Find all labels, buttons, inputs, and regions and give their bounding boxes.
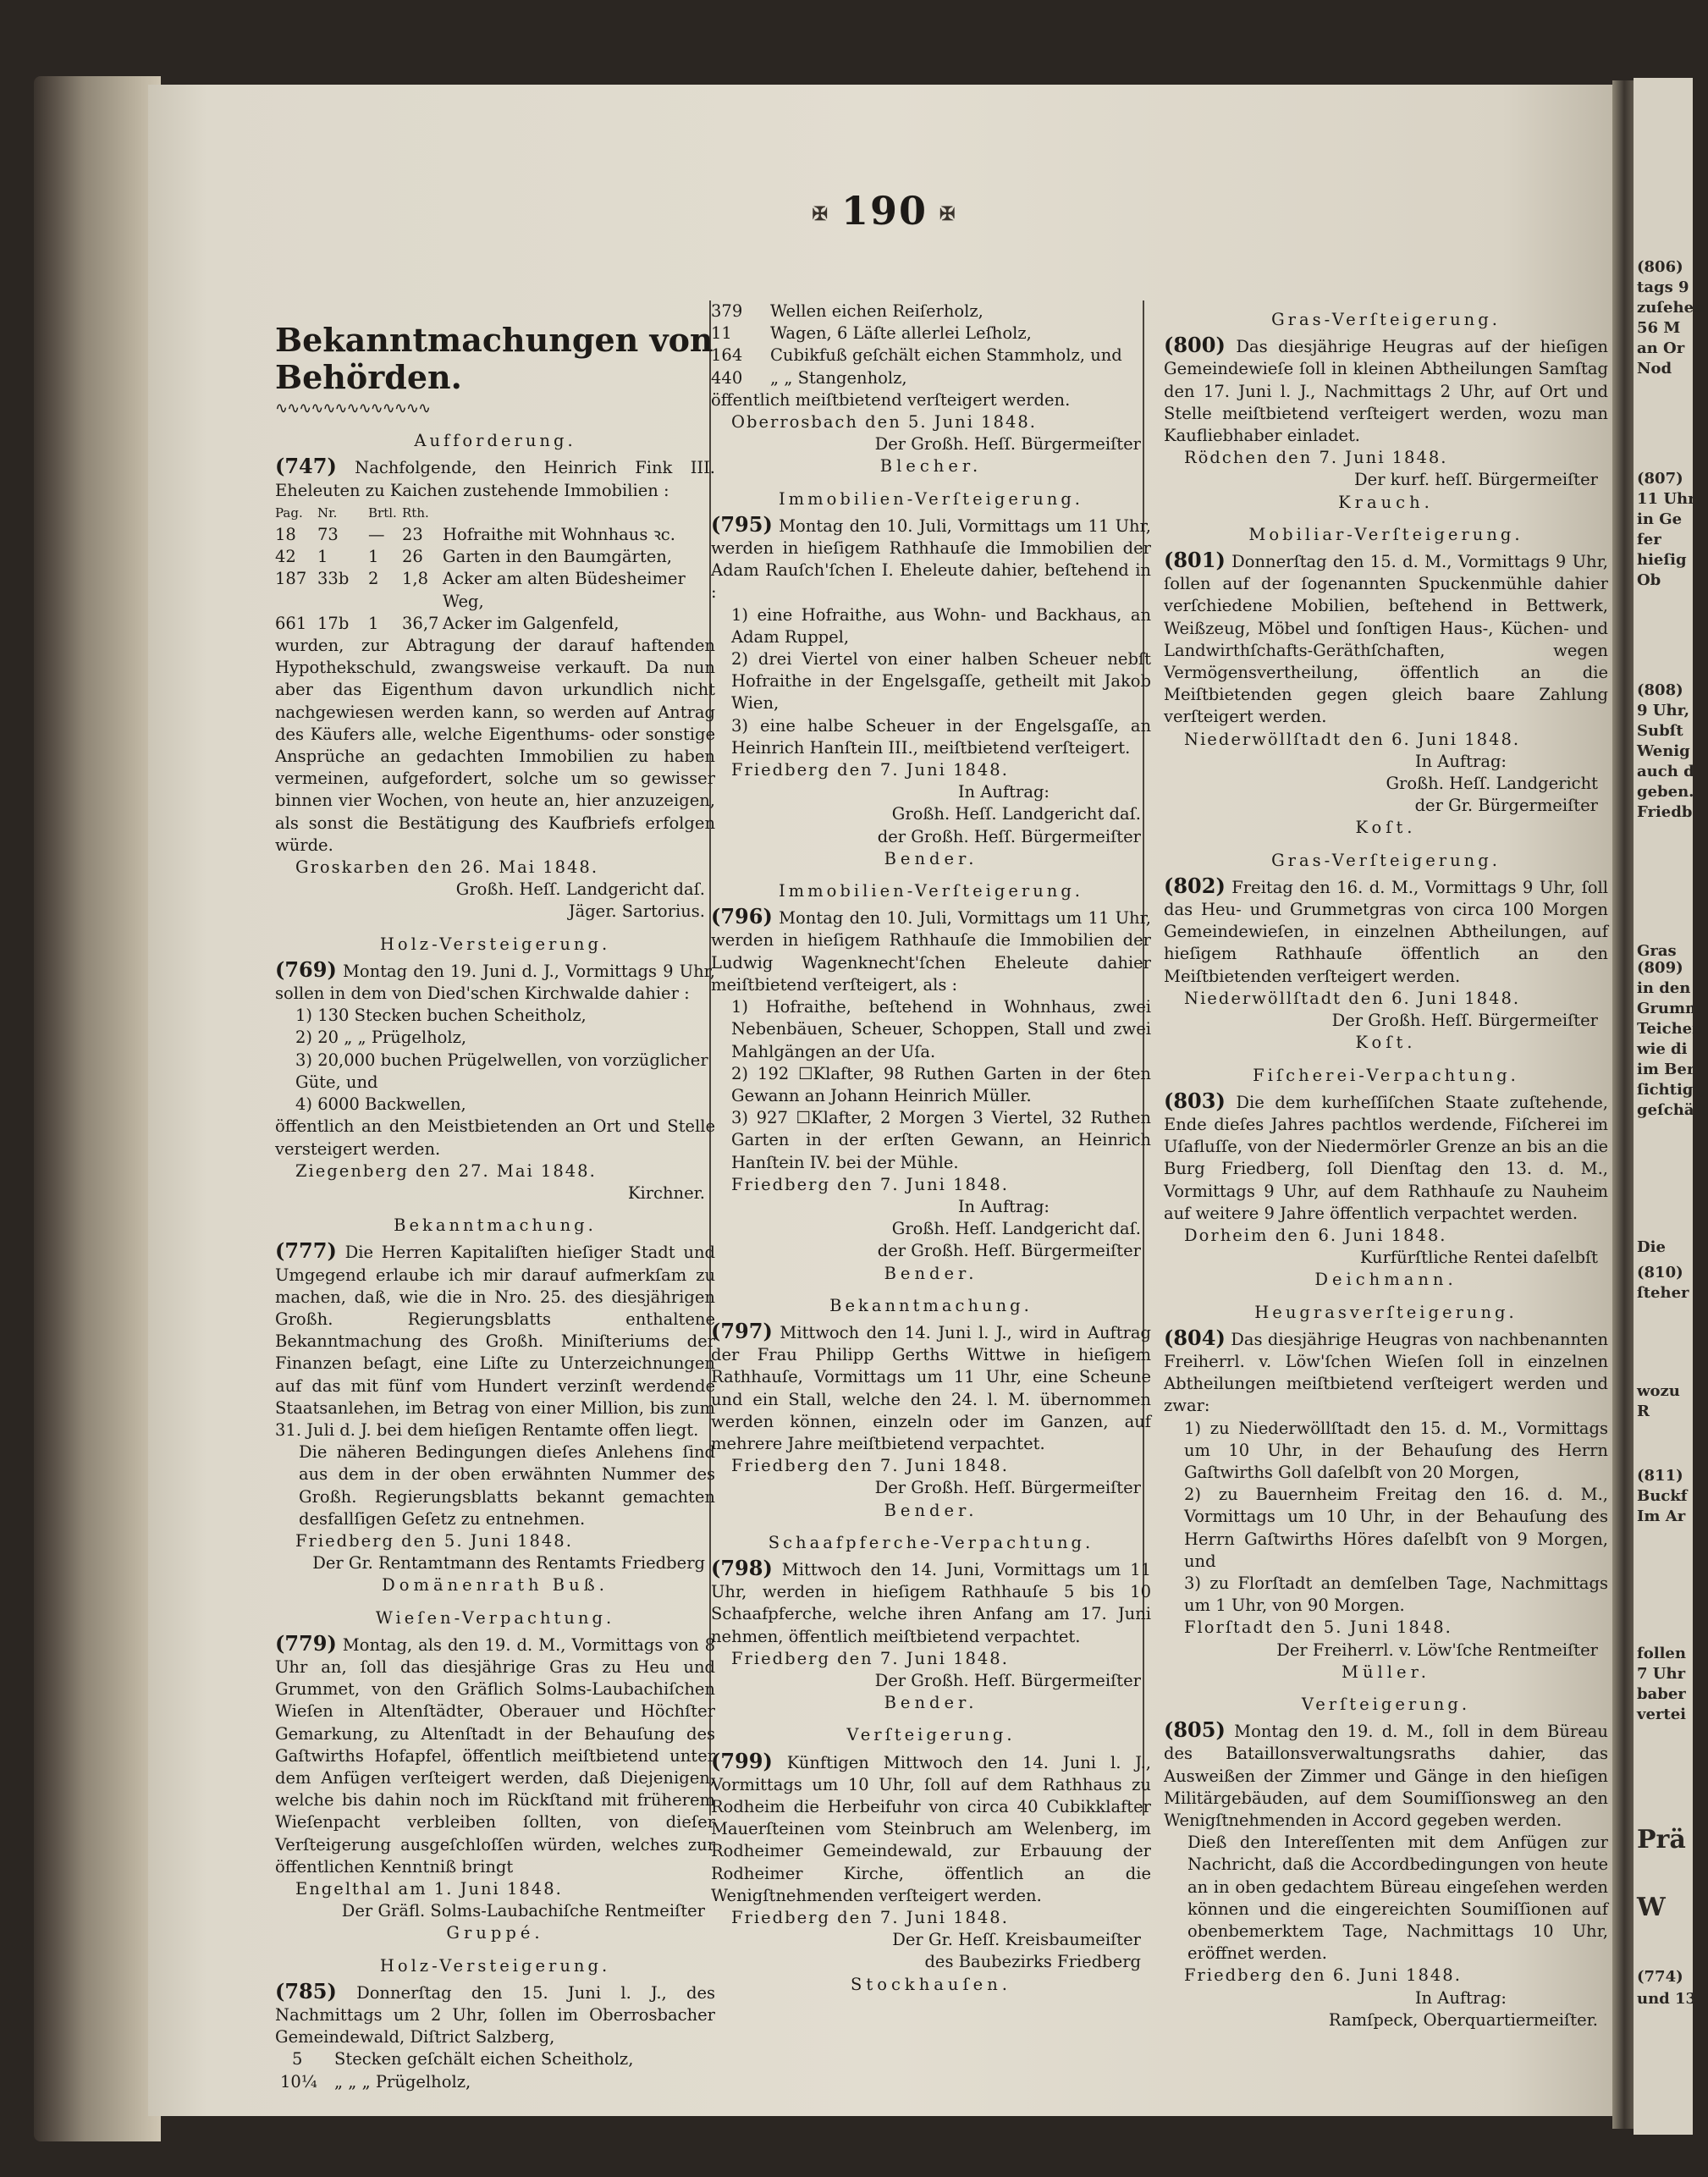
next-page-fragment: wie di — [1637, 1040, 1688, 1058]
next-page-fragment: (806) — [1637, 258, 1683, 276]
notice-signature: Krauch. — [1338, 492, 1434, 512]
section-title: Bekanntmachung. — [394, 1215, 597, 1236]
next-page-fragment: R — [1637, 1403, 1650, 1420]
list-item: 3) 20,000 buchen Prügelwellen, von vorzüglicher Güte, und — [295, 1050, 708, 1092]
notice-place-date: Oberrosbach den 5. Juni 1848. — [731, 412, 1037, 433]
section-title: Aufforderung. — [414, 431, 576, 451]
notice-number: (804) — [1164, 1325, 1226, 1350]
notice-804 — [1164, 1327, 1608, 1418]
next-page-fragment: geben. — [1637, 783, 1694, 801]
notice-signature: Ramſpeck, Oberquartiermeiſter. — [1328, 2009, 1598, 2030]
notice-signature: Stockhauſen. — [851, 1974, 1011, 1994]
notice-signature: Müller. — [1342, 1662, 1430, 1682]
notice-body: Die Herren Kapitaliſten hieſiger Stadt und Umgegend erlaube ich mir darauf aufmerkſam zu machen, daß, wie die in Nro. 25. des diesjährigen Großh. Regierungsblatts enthaltene Bekanntmachung des Großh. Miniſteriums der Finanzen beſagt, eine Liſte zu Unterzeichnungen auf das mit fünf vom Hundert verzinſt werdende Staatsanlehen, im Betrag von einer Million, bis zum 31. Juli d. J. bei dem hieſigen Rentamte offen liegt. — [275, 1243, 715, 1440]
table-cell: 1 — [317, 547, 328, 567]
section-title: Heugrasverſteigerung. — [1254, 1302, 1518, 1322]
section-title: Mobiliar-Verſteigerung. — [1248, 524, 1523, 544]
table-cell: Acker im Galgenfeld, — [443, 613, 620, 633]
section-title: Immobilien-Verſteigerung. — [778, 881, 1083, 901]
next-page-fragment: ſteher — [1637, 1284, 1689, 1302]
wood-item: Stecken geſchält eichen Scheitholz, — [334, 2049, 634, 2070]
wood-quantity: 5 — [292, 2049, 303, 2070]
notice-number: (800) — [1164, 333, 1226, 358]
next-page-fragment: geſchäft — [1637, 1101, 1708, 1119]
next-page-fragment: (774) — [1637, 1968, 1683, 1986]
notice-signature: In Auftrag: — [957, 782, 1050, 802]
notice-800 — [1164, 334, 1608, 447]
section-title: Schaafpferche-Verpachtung. — [768, 1532, 1094, 1552]
wood-quantity: 10¼ — [280, 2071, 317, 2092]
next-page-fragment: 56 M — [1637, 319, 1681, 337]
notice-795 — [711, 511, 1151, 604]
notice-signature: In Auftrag: — [957, 1196, 1050, 1216]
notice-signature: Der Großh. Heſſ. Bürgermeiſter — [1331, 1011, 1598, 1031]
notice-number: (797) — [711, 1318, 773, 1343]
table-cell: 187 — [275, 569, 307, 589]
section-title: Verſteigerung. — [846, 1725, 1016, 1745]
table-cell: — — [368, 525, 385, 545]
ornament-right-icon: ✠ — [939, 203, 957, 225]
next-page-fragment: vertei — [1637, 1706, 1686, 1723]
notice-number: (747) — [275, 454, 337, 479]
list-item: 4) 6000 Backwellen, — [295, 1094, 466, 1115]
heading-underline-ornament: ∿∿∿∿∿∿∿∿∿∿∿∿∿ — [275, 400, 431, 417]
notice-intro: Montag den 10. Juli, Vormittags um 11 Uhr, werden in hieſigem Rathhauſe die Immobilien der Ludwig Wagenknecht'ſchen Eheleute dahier meiſtbietend verſteigert, als : — [711, 908, 1151, 995]
notice-signature: Der Gräfl. Solms-Laubachiſche Rentmeiſter — [341, 1901, 705, 1921]
notice-place-date: Friedberg den 7. Juni 1848. — [731, 760, 1009, 780]
notice-body: Montag, als den 19. d. M., Vormittags von 8 Uhr an, ſoll das diesjährige Gras zu Heu und Grummet, von den Gräflich Solms-Laubachiſchen Wieſen in Altenſtädter, Oberauer und Höchſter Gemarkung, zu Altenſtadt in der Behauſung des Gaſtwirths Hofapfel, öffentlich meiſtbietend unter dem Anfügen verſteigert werden, daß Diejenigen, welche bis dahin noch im Rückſtand mit früherem Wieſenpacht verbleiben ſollten, von dieſer Verſteigerung ausgeſchloſſen würden, welches zur öffentlichen Kenntniß bringt — [275, 1634, 715, 1877]
table-cell: 661 — [275, 613, 307, 633]
notice-place-date: Friedberg den 6. Juni 1848. — [1184, 1965, 1462, 1986]
table-header: Pag. — [275, 504, 303, 521]
table-cell: 18 — [275, 525, 296, 545]
notice-number: (801) — [1164, 548, 1226, 573]
main-heading: Bekanntmachungen von Behörden. — [275, 321, 714, 396]
next-page-fragment: 11 Uhr, — [1637, 490, 1700, 508]
section-title: Verſteigerung. — [1301, 1694, 1471, 1714]
notice-number: (802) — [1164, 873, 1226, 898]
notice-number: (803) — [1164, 1088, 1226, 1113]
next-page-fragment: und 13 — [1637, 1990, 1697, 2008]
section-title: Bekanntmachung. — [829, 1295, 1033, 1315]
notice-signature: Gruppé. — [446, 1923, 544, 1943]
wood-item: „ „ Stangenholz, — [770, 367, 907, 388]
next-page-fragment: in Ge — [1637, 510, 1683, 528]
next-page-fragment: follen — [1637, 1645, 1686, 1662]
next-page-fragment: auch d — [1637, 763, 1694, 780]
list-item: 3) eine halbe Scheuer in der Engelsgaſſe, an Heinrich Hanſtein III., meiſtbietend verſteigert. — [731, 715, 1151, 758]
next-page-fragment: wozu — [1637, 1382, 1680, 1400]
next-page-fragment: 9 Uhr, — [1637, 702, 1690, 719]
notice-signature: Koſt. — [1355, 1033, 1417, 1053]
notice-number: (805) — [1164, 1717, 1226, 1743]
next-page-fragment: Gras — [1637, 942, 1677, 960]
list-item: 1) 130 Stecken buchen Scheitholz, — [295, 1006, 587, 1026]
list-item: 3) zu Florſtadt an demſelben Tage, Nachmittags um 1 Uhr, von 90 Morgen. — [1184, 1573, 1608, 1616]
table-header: Brtl. — [368, 504, 397, 521]
notice-number: (796) — [711, 904, 773, 929]
notice-place-date: Dorheim den 6. Juni 1848. — [1184, 1225, 1447, 1245]
column-1 — [275, 305, 715, 2093]
section-title: Immobilien-Verſteigerung. — [778, 488, 1083, 509]
notice-signature: Kirchner. — [627, 1182, 705, 1203]
notice-body: öffentlich meiſtbietend verſteigert werden. — [711, 389, 1071, 410]
notice-body: Dieß den Intereſſenten mit dem Anfügen zur Nachricht, daß die Accordbedingungen von heute an in oben gedachtem Büreau eingeſehen werden können und die eingereichten Soumiſſionen auf obenbemerktem Tage, Nachmittags 10 Uhr, eröffnet werden. — [1187, 1833, 1608, 1964]
next-page-fragment: fer — [1637, 531, 1661, 548]
notice-place-date: Rödchen den 7. Juni 1848. — [1184, 448, 1448, 468]
table-header: Rth. — [402, 504, 429, 521]
notice-signature: Koſt. — [1355, 818, 1417, 838]
notice-785 — [275, 1978, 715, 2049]
notice-body: Mittwoch den 14. Juni, Vormittags um 11 Uhr, werden in hieſigem Rathhauſe 5 bis 10 Schaafpferche, welche ihren Anfang am 17. Juni nehmen, öffentlich meiſtbietend verpachtet. — [711, 1559, 1152, 1646]
property-table — [275, 502, 715, 635]
notice-signature: der Gr. Bürgermeiſter — [1414, 796, 1598, 816]
notice-intro: Montag den 10. Juli, Vormittags um 11 Uhr, werden in hieſigem Rathhauſe die Immobilien der Adam Rauſch'ſchen I. Eheleute dahier, beſtehend in : — [711, 515, 1151, 603]
next-page-fragment: Wenig — [1637, 742, 1690, 760]
list-item: 2) zu Bauernheim Freitag den 16. d. M., Vormittags um 10 Uhr, in der Behauſung des Herrn Gaſtwirths Höres daſelbſt von 9 Morgen, und — [1184, 1485, 1608, 1571]
table-cell: 26 — [402, 547, 423, 567]
notice-signature: Der kurf. heſſ. Bürgermeiſter — [1354, 470, 1598, 490]
notice-place-date: Friedberg den 7. Juni 1848. — [731, 1456, 1009, 1476]
notice-body: Donnerſtag den 15. Juni l. J., des Nachmittags um 2 Uhr, ſollen im Oberrosbacher Gemeindewald, Diſtrict Salzberg, — [275, 1982, 715, 2047]
notice-signature: Domänenrath Buß. — [382, 1575, 609, 1596]
next-page-fragment: (807) — [1637, 470, 1683, 488]
next-page-fragment: 7 Uhr — [1637, 1665, 1686, 1683]
next-page-fragment: im Ber — [1637, 1061, 1695, 1078]
notice-signature: Jäger. Sartorius. — [568, 901, 705, 922]
next-page-fragment: Nod — [1637, 360, 1672, 378]
section-title: Wieſen-Verpachtung. — [375, 1607, 615, 1628]
wood-item: Cubikfuß geſchält eichen Stammholz, und — [770, 345, 1122, 366]
notice-799 — [711, 1750, 1151, 1907]
table-cell: 1 — [368, 613, 379, 633]
table-cell: 1,8 — [402, 569, 429, 589]
notice-797 — [711, 1320, 1151, 1455]
notice-signature: der Großh. Heſſ. Bürgermeiſter — [877, 826, 1141, 846]
notice-signature: der Großh. Heſſ. Bürgermeiſter — [877, 1241, 1141, 1261]
next-page-fragment: (811) — [1637, 1467, 1683, 1485]
notice-number: (785) — [275, 1978, 337, 2003]
ornament-left-icon: ✠ — [812, 203, 829, 225]
section-title: Gras-Verſteigerung. — [1271, 310, 1501, 329]
notice-signature: Der Freiherrl. v. Löw'ſche Rentmeiſter — [1276, 1640, 1598, 1660]
next-page-fragment: (809) — [1637, 959, 1683, 977]
notice-intro: Nachfolgende, den Heinrich Fink III. Eheleuten zu Kaichen zustehende Immobilien : — [275, 458, 715, 500]
notice-777 — [275, 1240, 715, 1441]
wood-item: Wellen eichen Reiſerholz, — [770, 301, 983, 321]
notice-747 — [275, 455, 715, 501]
next-page-fragment: W — [1637, 1893, 1666, 1922]
notice-798 — [711, 1557, 1151, 1648]
notice-signature: Großh. Heſſ. Landgericht — [1386, 774, 1598, 794]
next-page-fragment: (810) — [1637, 1264, 1683, 1281]
notice-body: öffentlich an den Meistbietenden an Ort und Stelle versteigert werden. — [275, 1116, 715, 1159]
table-header: Nr. — [317, 504, 338, 521]
notice-place-date: Friedberg den 7. Juni 1848. — [731, 1174, 1009, 1194]
table-cell: 17b — [317, 613, 350, 633]
notice-number: (795) — [711, 511, 773, 537]
notice-signature: Bender. — [884, 1693, 978, 1713]
page-number-text: 190 — [840, 188, 928, 234]
notice-body: Mittwoch den 14. Juni l. J., wird in Auftrag der Frau Philipp Gerths Wittwe in hieſigem Rathhauſe, Vormittags um 11 Uhr, eine Scheune und ein Stall, welche den 24. l. M. übernommen werden können, einzeln oder im Ganzen, auf mehrere Jahre meiſtbietend verpachtet. — [711, 1322, 1151, 1453]
next-page-fragment: Friedb — [1637, 803, 1693, 821]
notice-signature: Kurfürſtliche Rentei daſelbſt — [1359, 1248, 1598, 1268]
notice-signature: In Auftrag: — [1414, 751, 1507, 771]
section-title: Fiſcherei-Verpachtung. — [1253, 1065, 1519, 1085]
table-cell: 73 — [317, 525, 339, 545]
notice-place-date: Groskarben den 26. Mai 1848. — [295, 857, 599, 878]
notice-802 — [1164, 875, 1608, 988]
notice-place-date: Florſtadt den 5. Juni 1848. — [1184, 1618, 1452, 1638]
notice-body: Montag den 19. d. M., ſoll in dem Büreau des Bataillonsverwaltungsraths dahier, das Ausweißen der Zimmer und Gänge in den hieſigen Militärgebäuden, auf dem Soumiſſionsweg an den Wenigſtnehmenden in Accord gegeben werden. — [1164, 1722, 1608, 1830]
list-item: 2) 192 ☐Klafter, 98 Ruthen Garten in der 6ten Gewann an Johann Heinrich Müller. — [731, 1063, 1151, 1105]
table-cell: 1 — [368, 547, 379, 567]
notice-signature: In Auftrag: — [1414, 1987, 1507, 2008]
next-page-fragment: Ob — [1637, 571, 1661, 589]
notice-place-date: Friedberg den 5. Juni 1848. — [295, 1530, 573, 1551]
next-page-fragment: an Or — [1637, 339, 1685, 357]
notice-signature: Deichmann. — [1314, 1270, 1457, 1290]
wood-list — [275, 2048, 715, 2092]
notice-signature: Der Gr. Heſſ. Kreisbaumeiſter — [892, 1930, 1141, 1950]
notice-place-date: Niederwöllſtadt den 6. Juni 1848. — [1184, 729, 1521, 749]
notice-place-date: Ziegenberg den 27. Mai 1848. — [295, 1160, 597, 1181]
notice-number: (799) — [711, 1748, 773, 1773]
notice-805 — [1164, 1719, 1608, 1832]
wood-quantity: 164 — [711, 345, 743, 366]
table-cell: 33b — [317, 569, 350, 589]
list-item: 1) Hofraithe, beſtehend in Wohnhaus, zwei Nebenbäuen, Scheuer, Schoppen, Stall und zwei Mahlgängen an der Uſa. — [731, 997, 1151, 1061]
notice-signature: Bender. — [884, 848, 978, 868]
notice-signature: Der Gr. Rentamtmann des Rentamts Friedberg — [312, 1553, 705, 1574]
list-item: 2) drei Viertel von einer halben Scheuer nebſt Hofraithe in der Engelsgaſſe, getheilt mit Jakob Wien, — [731, 649, 1151, 714]
wood-item: Wagen, 6 Läſte allerlei Leſholz, — [770, 323, 1032, 344]
notice-number: (769) — [275, 956, 337, 982]
table-cell: 23 — [402, 525, 423, 545]
notice-body: Die näheren Bedingungen dieſes Anlehens ſind aus dem in der oben erwähnten Nummer des Großh. Regierungsblatts bekannt gemachten desfallſigen Geſetz zu entnehmen. — [299, 1442, 715, 1529]
next-page-fragment: (808) — [1637, 681, 1683, 699]
wood-quantity: 11 — [711, 323, 732, 344]
wood-list — [711, 300, 1151, 389]
next-page-fragment: ſichtigt, — [1637, 1081, 1705, 1099]
notice-signature: Der Großh. Heſſ. Bürgermeiſter — [874, 434, 1141, 455]
table-cell: Hofraithe mit Wohnhaus ꝛc. — [443, 525, 675, 545]
notice-place-date: Niederwöllſtadt den 6. Juni 1848. — [1184, 988, 1521, 1008]
next-page-fragment: Prä — [1637, 1825, 1686, 1855]
book-gutter — [1612, 80, 1636, 2129]
table-cell: 42 — [275, 547, 296, 567]
notice-801 — [1164, 549, 1608, 729]
table-cell: 36,7 — [402, 613, 439, 633]
list-item: 1) zu Niederwöllſtadt den 15. d. M., Vormittags um 10 Uhr, in der Behauſung des Herrn Gaſtwirths Goll daſelbſt von 20 Morgen, — [1184, 1418, 1608, 1482]
next-page-fragment: hieſig — [1637, 551, 1687, 569]
notice-number: (779) — [275, 1630, 337, 1656]
section-title: Holz-Versteigerung. — [379, 934, 611, 954]
book-edge — [34, 76, 161, 2141]
list-item: 2) 20 „ „ Prügelholz, — [295, 1028, 467, 1048]
next-page-fragment: Buckf — [1637, 1487, 1688, 1505]
list-item: 1) eine Hofraithe, aus Wohn- und Backhaus, an Adam Ruppel, — [731, 604, 1151, 647]
wood-quantity: 379 — [711, 301, 743, 321]
notice-signature: Blecher. — [879, 456, 983, 477]
next-page-fragment: Teichen — [1637, 1020, 1704, 1038]
next-page-fragment: Subſt — [1637, 722, 1683, 740]
table-cell: 2 — [368, 569, 379, 589]
notice-signature: Der Großh. Heſſ. Bürgermeiſter — [874, 1478, 1141, 1498]
notice-intro: Montag den 19. Juni d. J., Vormittags 9 Uhr, sollen in dem von Died'schen Kirchwalde dahier : — [275, 961, 716, 1004]
wood-quantity: 440 — [711, 367, 743, 388]
notice-779 — [275, 1630, 715, 1878]
next-page-fragment: Im Ar — [1637, 1507, 1686, 1525]
notice-place-date: Friedberg den 7. Juni 1848. — [731, 1908, 1009, 1928]
wood-item: „ „ „ Prügelholz, — [334, 2071, 471, 2092]
notice-place-date: Friedberg den 7. Juni 1848. — [731, 1648, 1009, 1668]
next-page-fragment: Grumm — [1637, 1000, 1702, 1017]
notice-number: (798) — [711, 1555, 773, 1580]
section-title: Holz-Versteigerung. — [379, 1955, 611, 1976]
notice-signature: Der Großh. Heſſ. Bürgermeiſter — [874, 1670, 1141, 1690]
notice-803 — [1164, 1090, 1608, 1225]
list-item: 3) 927 ☐Klafter, 2 Morgen 3 Viertel, 32 Ruthen Garten in der erſten Gewann, an Heinrich Hanſtein IV. bei der Mühle. — [731, 1108, 1151, 1172]
notice-signature: des Baubezirks Friedberg — [924, 1952, 1141, 1972]
table-cell: Acker am alten Büdesheimer Weg, — [443, 569, 686, 611]
notice-intro: Das diesjährige Heugras von nachbenannten Freiherrl. v. Löw'ſchen Wieſen ſoll in einzelnen Abtheilungen meiſtbietend verſteigert werden und zwar: — [1164, 1329, 1609, 1416]
newspaper-page — [148, 85, 1621, 2116]
notice-769 — [275, 956, 716, 1005]
notice-signature: Großh. Heſſ. Landgericht daſ. — [891, 1219, 1141, 1239]
table-cell: Garten in den Baumgärten, — [443, 547, 673, 567]
page-number — [148, 188, 1621, 234]
notice-signature: Bender. — [884, 1500, 978, 1520]
section-title: Gras-Verſteigerung. — [1271, 850, 1501, 870]
notice-796 — [711, 906, 1151, 996]
next-page-fragment: zuſehen — [1637, 299, 1705, 317]
notice-body: Freitag den 16. d. M., Vormittags 9 Uhr, ſoll das Heu- und Grummetgras von circa 100 Morgen Gemeindewieſen, in einzelnen Abtheilungen, auf hieſigem Rathhauſe öffentlich an den Meiſtbietenden verſteigert werden. — [1164, 877, 1608, 986]
column-2 — [711, 300, 1151, 1996]
notice-body: Das diesjährige Heugras auf der hieſigen Gemeindewieſe ſoll in kleinen Abtheilungen Samſtag den 17. Juni l. J., Nachmittags 2 Uhr, auf Ort und Stelle meiſtbietend verſteigert werden, wozu man Kaufliebhaber einladet. — [1164, 337, 1608, 446]
next-page-edge — [1634, 78, 1708, 2135]
next-page-fragment: baber — [1637, 1685, 1686, 1703]
column-3 — [1164, 309, 1608, 2031]
next-page-fragment: Die — [1637, 1238, 1666, 1256]
next-page-fragment: tags 9 — [1637, 278, 1689, 296]
notice-body: Die dem kurheſſiſchen Staate zuſtehende, Ende dieſes Jahres pachtlos werdende, Fiſcherei im Uſafluſſe, von der Niedermörler Grenze an bis an die Burg Friedberg, ſoll Dienſtag den 13. d. M., Vormittags 9 Uhr, auf dem Rathhauſe zu Nauheim auf weitere 9 Jahre öffentlich verpachtet werden. — [1164, 1092, 1608, 1223]
notice-signature: Bender. — [884, 1263, 978, 1283]
notice-body: wurden, zur Abtragung der darauf haftenden Hypothekschuld, zwangsweise verkauft. Da nun aber das Eigenthum davon urkundlich nicht nachgewiesen werden kann, so werden auf Antrag des Käufers alle, welche Eigenthums- oder sonstige Ansprüche an gedachten Immobilien zu haben vermeinen, aufgefordert, solche um so gewisser binnen vier Wochen, von heute an, hier anzuzeigen, als sonst die Bestätigung des Kaufbriefs erfolgen würde. — [275, 636, 715, 855]
notice-body: Künftigen Mittwoch den 14. Juni l. J., Vormittags um 10 Uhr, ſoll auf dem Rathhaus zu Rodheim die Herbeifuhr von circa 40 Cubikklafter Mauerſteinen vom Steinbruch am Welenberg, im Rodheimer Gemeindewald, zur Erbauung der Rodheimer Kirche, öffentlich an die Wenigſtnehmenden verſteigert werden. — [711, 1752, 1151, 1905]
notice-number: (777) — [275, 1238, 337, 1264]
notice-body: Donnerſtag den 15. d. M., Vormittags 9 Uhr, ſollen auf der ſogenannten Spuckenmühle dahier verſchiedene Mobilien, beſtehend in Bettwerk, Weißzeug, Möbel und ſonſtigen Haus-, Küchen- und Landwirthſchafts-Geräthſchaften, wegen Vermögensvertheilung, öffentlich an die Meiſtbietenden gegen gleich baare Zahlung verſteigert werden. — [1164, 552, 1608, 727]
next-page-fragment: in den — [1637, 979, 1691, 997]
notice-place-date: Engelthal am 1. Juni 1848. — [295, 1879, 563, 1899]
notice-signature: Großh. Heſſ. Landgericht daſ. — [891, 804, 1141, 824]
notice-signature: Großh. Heſſ. Landgericht daſ. — [455, 879, 705, 900]
